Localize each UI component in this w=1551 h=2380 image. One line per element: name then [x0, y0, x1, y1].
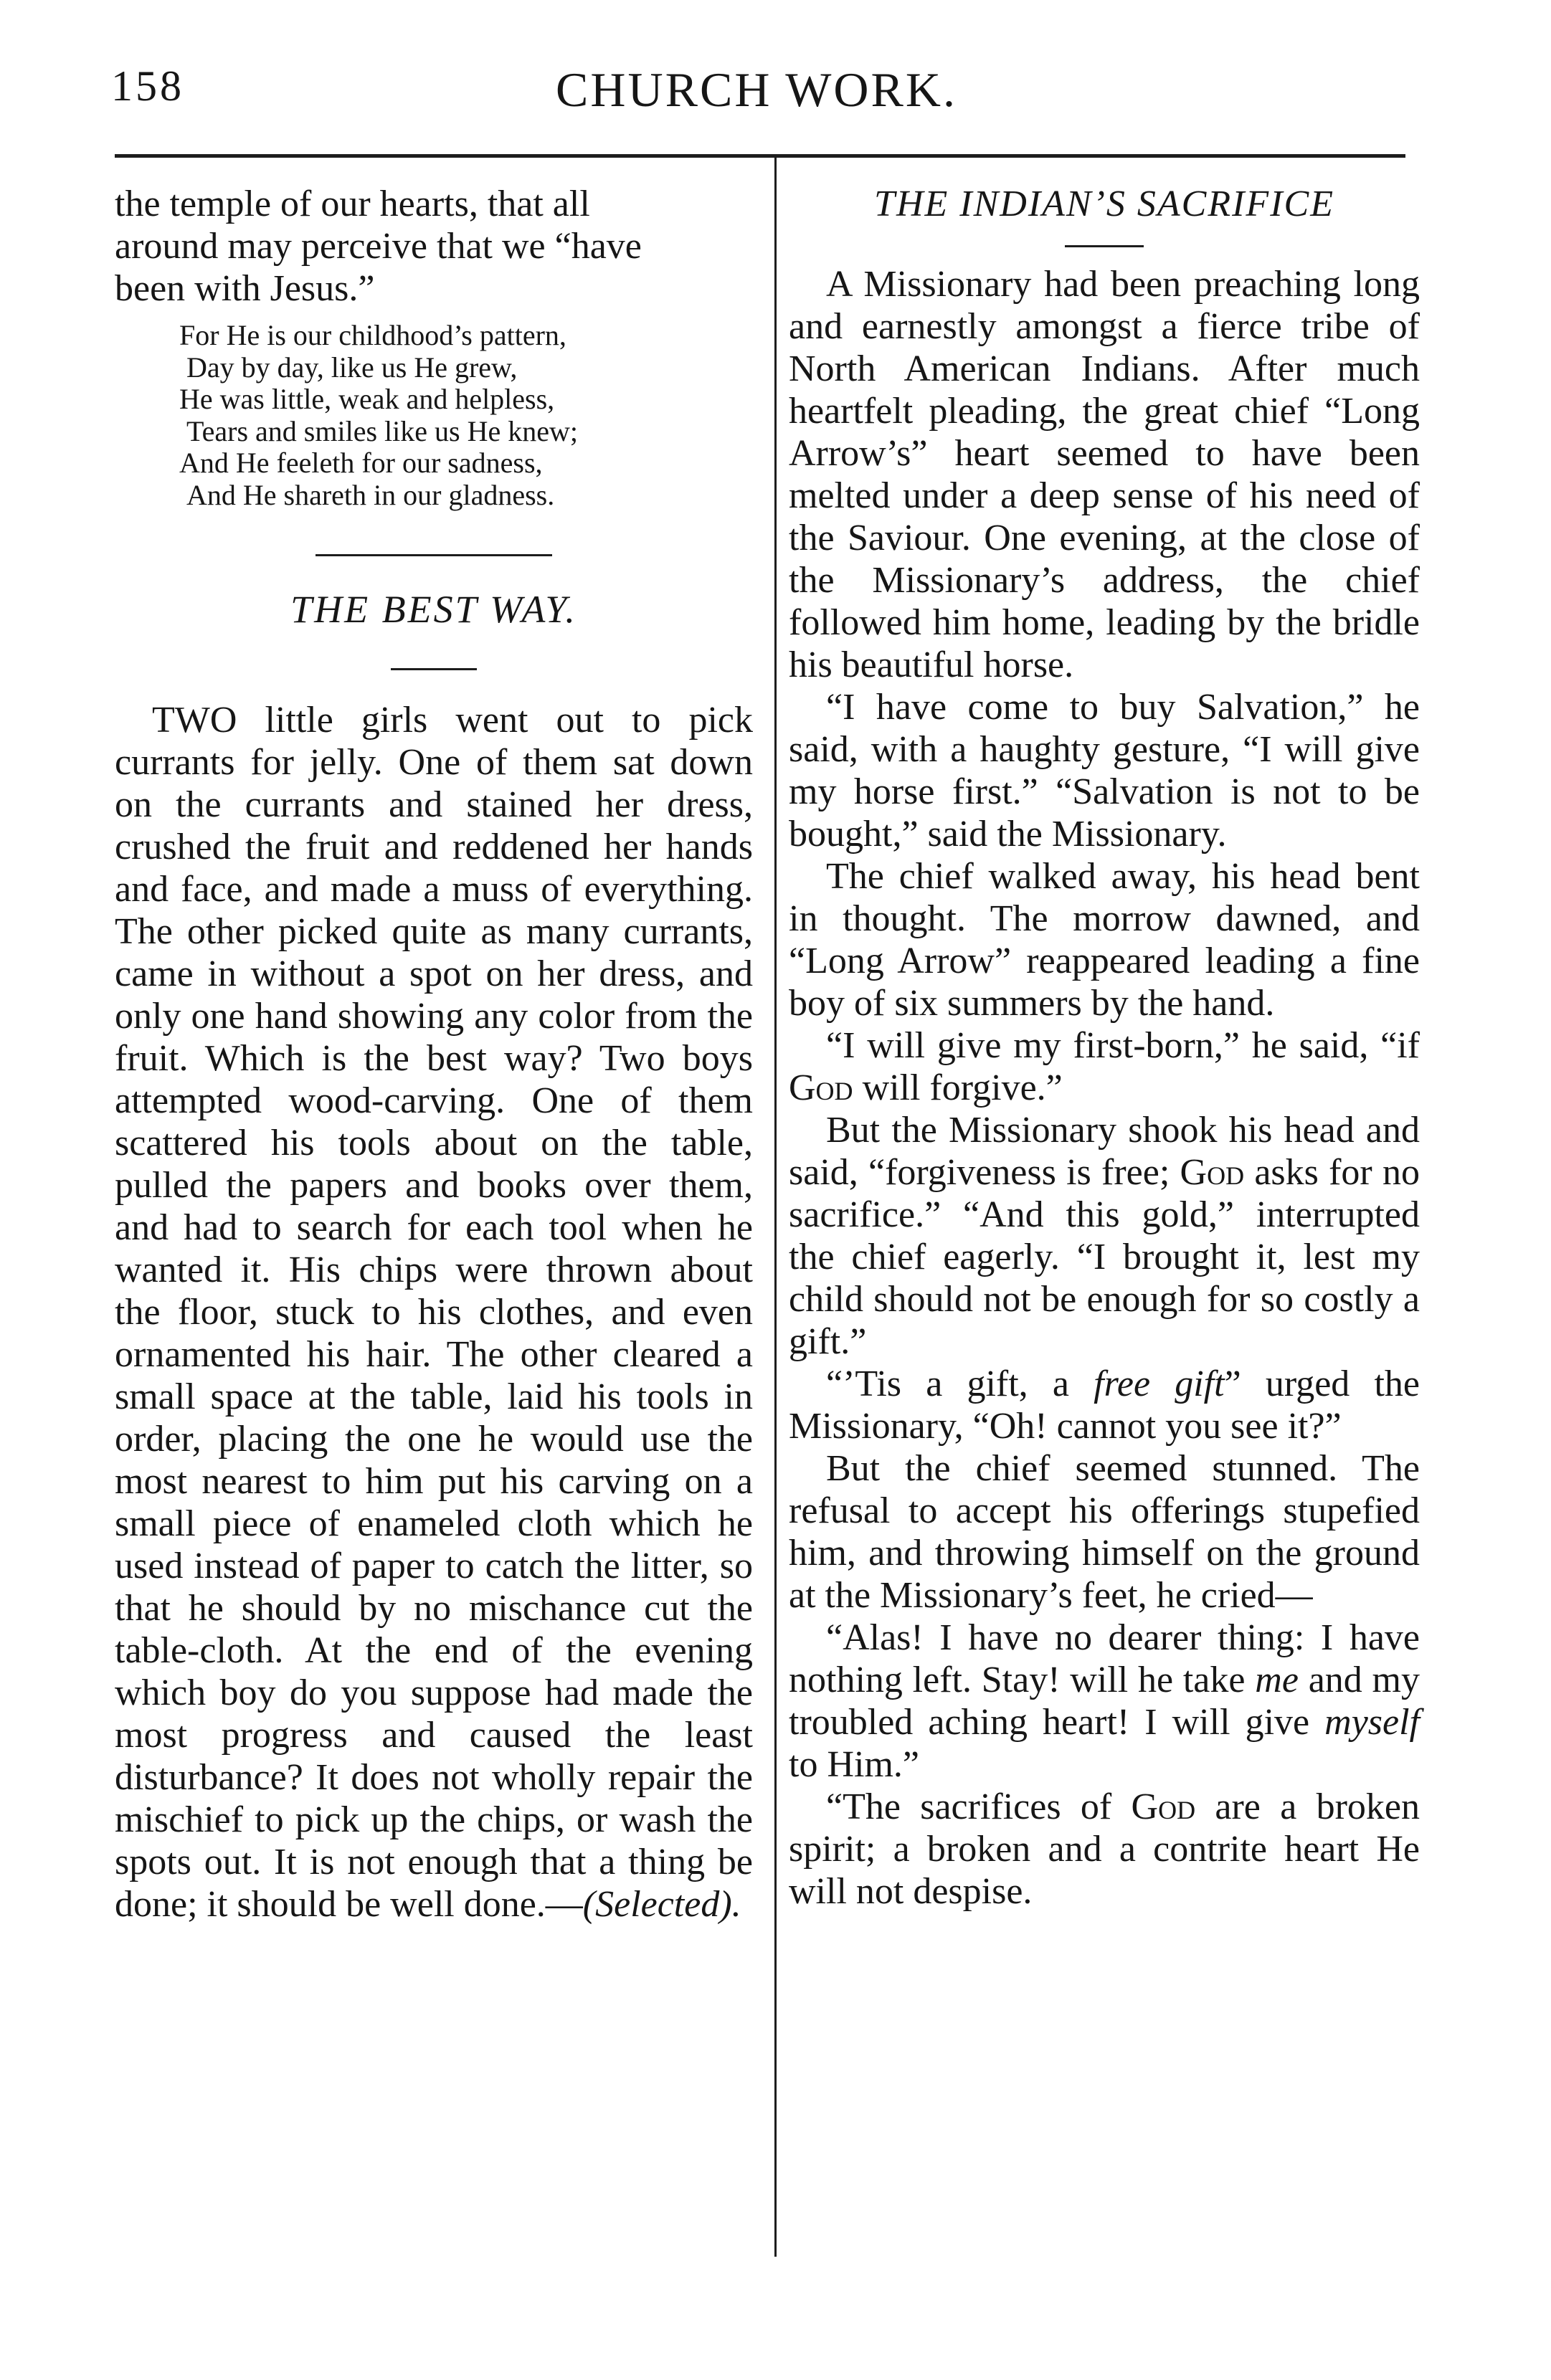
source-note: (Selected). — [582, 1884, 741, 1925]
body-text: little girls went out to pick currants for jelly. One of them sat down on the currants and stained her dress, crushed the fruit and reddened her hands and face, and made a muss of everything. The other picked quite as many currants, came in without a spot on her dress, and only one hand showing any color from the fruit. Which is the best way? Two boys attempted wood-carving. One of them scattered his tools about on the table, pulled the papers and books over them, and had to search for each tool when he wanted it. His chips were thrown about the floor, stuck to his clothes, and even ornamented his hair. The other cleared a small space at the table, laid his tools in order, placing the one he would use the most nearest to him put his carving on a small piece of enameled cloth which he used instead of paper to catch the litter, so that he should by no mischance cut the table-cloth. At the end of the evening which boy do you suppose had made the most progress and caused the least disturbance? It does not wholly repair the mischief to pick up the chips, or wash the spots out. It is not enough that a thing be done; it should be well done.— — [115, 700, 753, 1925]
text-run: “I will give my first-born,” he said, “if — [826, 1025, 1420, 1066]
continued-paragraph — [115, 183, 753, 310]
header-rule — [115, 154, 1405, 158]
paragraph — [789, 1617, 1420, 1786]
intro-line: been with Jesus.” — [115, 268, 375, 309]
page-number: 158 — [111, 62, 184, 110]
paragraph: “I have come to buy Salvation,” he said, with a haughty gesture, “I will give my horse first.” “Salvation is not to be bought,” said the Missionary. — [789, 687, 1420, 855]
article-title: THE BEST WAY. — [290, 588, 577, 631]
text-run: asks for no sacrifice.” “And this gold,” interrupted the chief eagerly. “I brought it, lest my child should not be enough for so costly a gift.” — [789, 1152, 1420, 1362]
poem-line: Day by day, like us He grew, — [186, 351, 518, 384]
divine-name: God — [1131, 1786, 1196, 1827]
text-run: ” urged the Missionary, “Oh! cannot you see it?” — [789, 1363, 1420, 1447]
article-title: THE INDIAN’S SACRIFICE — [874, 184, 1334, 224]
article-body — [115, 699, 753, 1926]
paragraph: The chief walked away, his head bent in thought. The morrow dawned, and “Long Arrow” reappeared leading a fine boy of six summers by the hand. — [789, 856, 1420, 1024]
drop-word: TWO — [152, 700, 237, 741]
poem-line: For He is our childhood’s pattern, — [179, 319, 566, 351]
text-run: “The sacrifices of — [826, 1786, 1132, 1827]
page-header — [111, 62, 1402, 133]
left-column — [115, 183, 753, 1926]
paragraph — [789, 1363, 1420, 1447]
paragraph — [789, 1024, 1420, 1109]
running-title: CHURCH WORK. — [556, 62, 957, 117]
emphasis: myself — [1324, 1702, 1420, 1743]
title-rule — [1065, 245, 1144, 247]
divine-name: God — [1180, 1152, 1245, 1193]
column-divider — [774, 156, 777, 2257]
intro-line: around may perceive that we “have — [115, 226, 642, 267]
paragraph — [789, 1109, 1420, 1363]
text-run: “Alas! I have no dearer thing: I have nothing left. Stay! will he take — [789, 1617, 1420, 1700]
text-run: and my troubled aching heart! I will give — [789, 1660, 1420, 1743]
paragraph: A Missionary had been preaching long and earnestly amongst a fierce tribe of North American Indians. After much heartfelt pleading, the great chief “Long Arrow’s” heart seemed to have been melted under a deep sense of his need of the Saviour. One evening, at the close of the Missionary’s address, the chief followed him home, leading by the bridle his beautiful horse. — [789, 264, 1420, 685]
text-run: will forgive.” — [853, 1067, 1063, 1108]
emphasis: me — [1255, 1660, 1299, 1700]
poem — [115, 320, 753, 511]
poem-line: He was little, weak and helpless, — [179, 383, 555, 415]
paragraph: But the chief seemed stunned. The refusal to accept his offerings stupefied him, and throwing himself on the ground at the Missionary’s feet, he cried— — [789, 1448, 1420, 1616]
paragraph — [789, 1786, 1420, 1913]
emphasis: free gift — [1094, 1363, 1225, 1404]
text-run: “’Tis a gift, a — [826, 1363, 1094, 1404]
divine-name: God — [789, 1067, 853, 1108]
text-run: But the Missionary shook his head and said, “forgiveness is free; — [789, 1110, 1420, 1193]
poem-line: Tears and smiles like us He knew; — [186, 414, 578, 447]
text-run: to Him.” — [789, 1744, 919, 1785]
poem-line: And He feeleth for our sadness, — [179, 447, 543, 479]
poem-line: And He shareth in our gladness. — [186, 478, 555, 511]
right-column — [789, 183, 1420, 1913]
text-run: are a broken spirit; a broken and a contrite heart He will not despise. — [789, 1786, 1420, 1912]
intro-line: the temple of our hearts, that all — [115, 184, 590, 224]
title-rule — [391, 668, 477, 670]
section-divider — [316, 554, 552, 556]
